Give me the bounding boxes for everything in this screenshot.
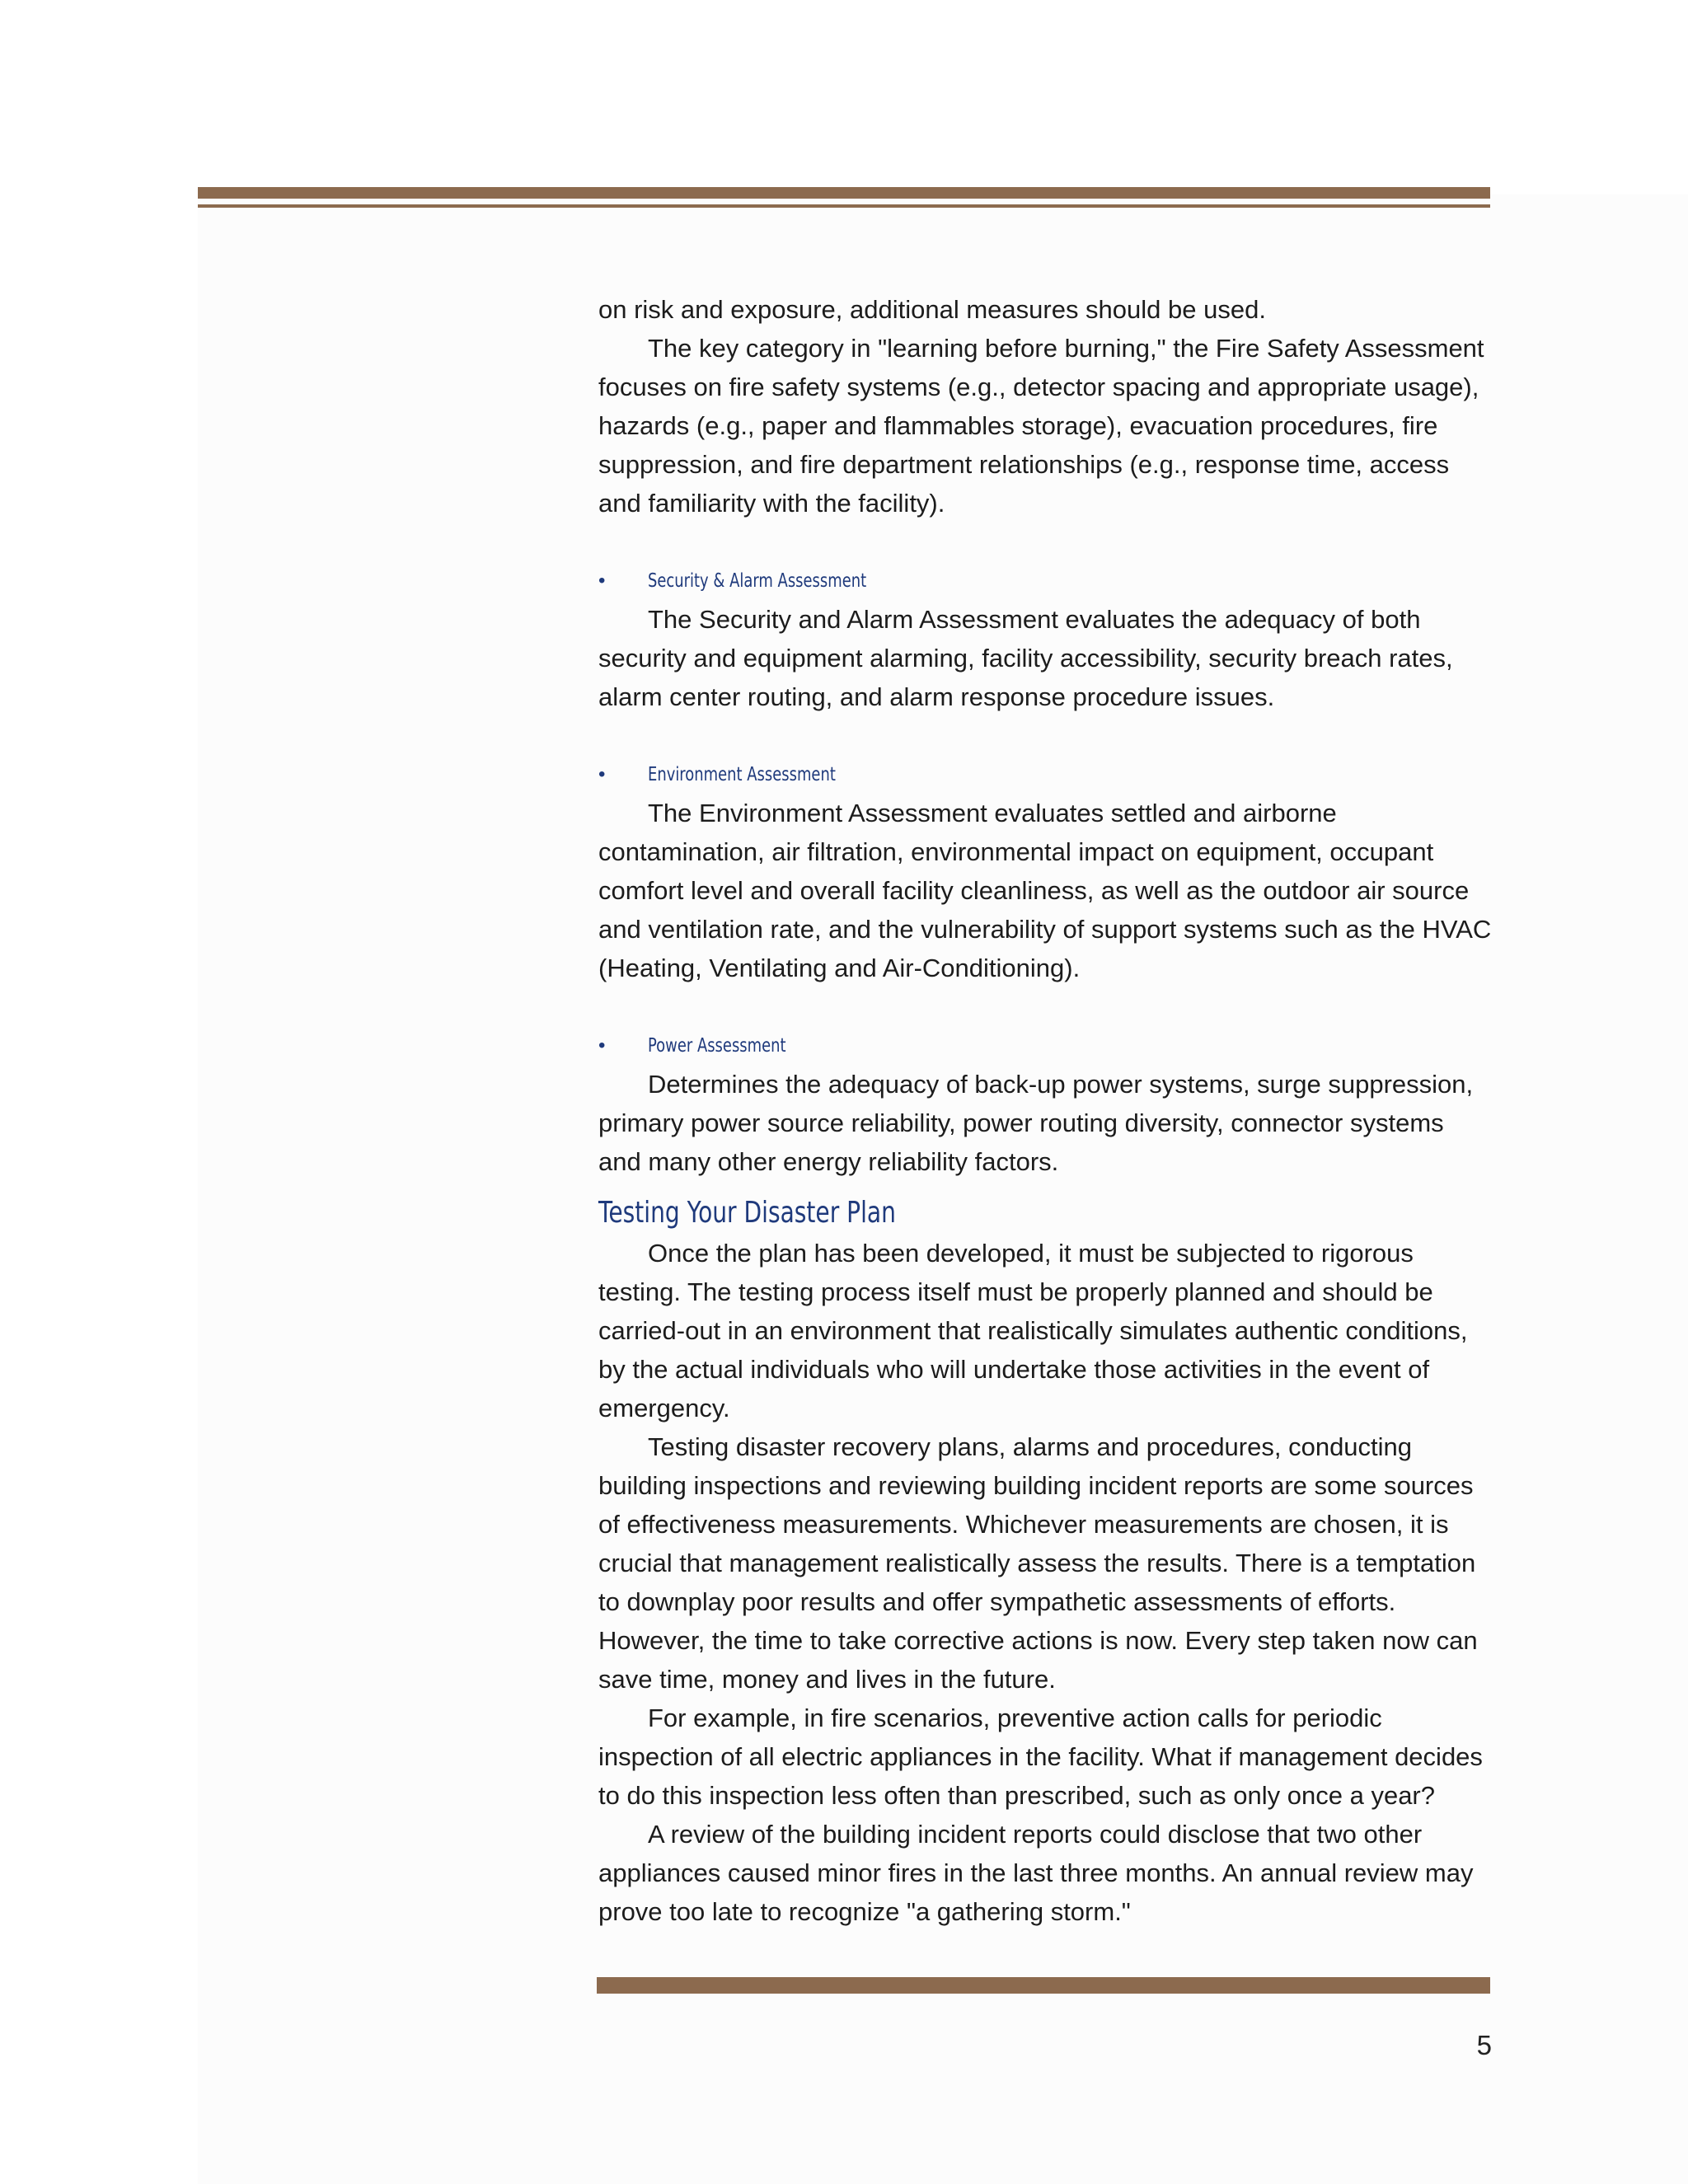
testing-paragraph-4: A review of the building incident reports could disclose that two other appliances caused minor fires in the last three months. An annual review may prove too late to recognize "a gathering storm." (598, 1820, 1474, 1926)
spacer (598, 987, 1492, 1026)
bullet-heading-text: Power Assessment (648, 1035, 786, 1057)
fire-safety-paragraph: The key category in "learning before burning," the Fire Safety Assessment focuses on fire safety systems (e.g., detector spacing and appropriate usage), hazards (e.g., paper and flammables storage), evacuation procedures, fire suppression, and fire department relationships (e.g., response time, access and familiarity with the facility). (598, 334, 1484, 518)
header-rule-thick (198, 187, 1490, 199)
testing-paragraph-1: Once the plan has been developed, it must be subjected to rigorous testing. The testing process itself must be properly planned and should be carried-out in an environment that realistically simulates authentic conditions, by the actual individuals who will undertake those activities in the event of emergency. (598, 1239, 1468, 1422)
spacer (598, 716, 1492, 755)
bullet-heading-environment (598, 755, 1492, 794)
bullet-icon: • (598, 763, 606, 785)
environment-paragraph: The Environment Assessment evaluates settled and airborne contamination, air filtration, environmental impact on equipment, occupant comfort level and overall facility cleanliness, as well as the outdoor air source and ventilation rate, and the vulnerability of support systems such as the HVAC (Heating, Ventilating and Air-Conditioning). (598, 799, 1492, 982)
bullet-heading-text: Environment Assessment (648, 764, 836, 785)
bullet-heading-power (598, 1026, 1492, 1065)
testing-paragraph-2: Testing disaster recovery plans, alarms and procedures, conducting building inspections and reviewing building incident reports are some sources of effectiveness measurements. Whichever measurements are chosen, it is crucial that management realistically assess the results. There is a temptation to downplay poor results and offer sympathetic assessments of efforts. However, the time to take corrective actions is now. Every step taken now can save time, money and lives in the future. (598, 1432, 1478, 1694)
header-rule-thin (198, 204, 1490, 208)
bullet-icon: • (598, 1034, 606, 1057)
footer-rule (597, 1977, 1490, 1994)
power-paragraph: Determines the adequacy of back-up power systems, surge suppression, primary power source reliability, power routing diversity, connector systems and many other energy reliability factors. (598, 1070, 1474, 1176)
section-heading-testing: Testing Your Disaster Plan (598, 1196, 896, 1230)
bullet-heading-text: Security & Alarm Assessment (648, 570, 867, 592)
page-number: 5 (1476, 2030, 1492, 2060)
intro-paragraph: on risk and exposure, additional measures should be used. (598, 295, 1266, 324)
security-paragraph: The Security and Alarm Assessment evaluates the adequacy of both security and equipment alarming, facility accessibility, security breach rates, alarm center routing, and alarm response procedure issues. (598, 605, 1453, 711)
testing-paragraph-3: For example, in fire scenarios, preventive action calls for periodic inspection of all electric appliances in the facility. What if management decides to do this inspection less often than prescribed, such as only once a year? (598, 1704, 1483, 1810)
bullet-heading-security (598, 561, 1492, 600)
bullet-icon: • (598, 569, 606, 592)
spacer (598, 523, 1492, 561)
page-body (598, 290, 1492, 1931)
